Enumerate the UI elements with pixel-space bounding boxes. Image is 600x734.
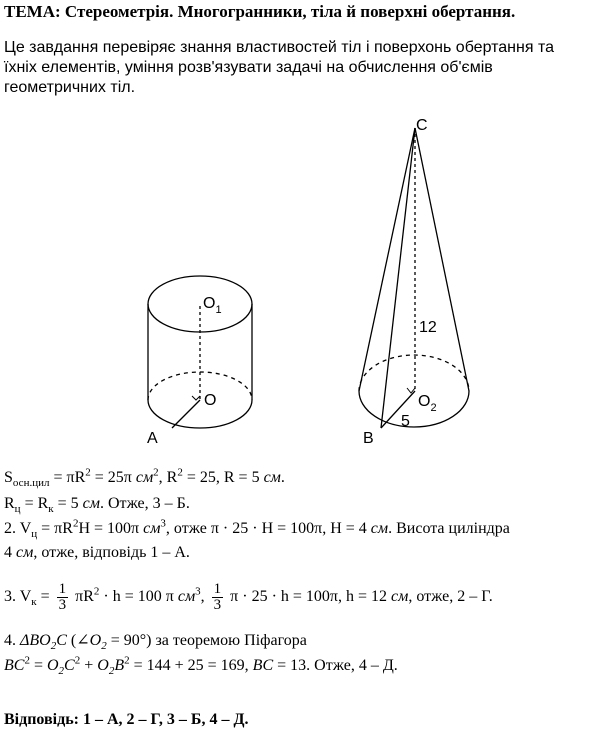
solution-line-2: $R_ц = R_к = 5$ см. Отже, 3 – Б. xyxy=(4,495,190,516)
cylinder-bottom-front xyxy=(148,400,252,428)
cone-radius-label: 5 xyxy=(401,413,410,430)
fraction-one-third-2: $\frac{1}{3}$ xyxy=(213,580,222,613)
cylinder-figure xyxy=(148,276,252,428)
solution-line-6: 4. $\Delta BO_2C$ $(\angle O_2 = 90^\circ)$ за теоремою Піфагора xyxy=(4,632,307,653)
cylinder-top-ellipse xyxy=(148,276,252,332)
cylinder-top-center-label: $O_1$ xyxy=(203,295,222,316)
page-title: ТЕМА: Стереометрія. Многогранники, тіла й поверхні обертання. xyxy=(4,2,516,21)
cone-height-label: 12 xyxy=(419,319,437,336)
solution-line-7: $BC^2 = O_2C^2 + O_2B^2 = 144 + 25 = 169$, BC = 13. Отже, 4 – Д. xyxy=(4,654,398,678)
intro-line-2: їхніх елементів, уміння розв'язувати задачі на обчислення об'ємів xyxy=(4,59,493,76)
solution-line-4: 4 см, отже, відповідь 1 – А. xyxy=(4,544,190,561)
cone-figure xyxy=(359,128,469,428)
intro-line-3: геометричних тіл. xyxy=(4,79,136,96)
cone-base-front xyxy=(359,391,469,427)
fraction-one-third: $\frac{1}{3}$ xyxy=(58,580,67,613)
answer-line: Відповідь: 1 – А, 2 – Г, 3 – Б, 4 – Д. xyxy=(4,711,249,728)
solution-line-1: $S_{осн.цил} = \pi R^2 = 25\pi$ $см^2$, $R^2 = 25$, R = 5 см. xyxy=(4,466,285,490)
geometry-figure xyxy=(0,110,600,460)
cone-slant-bc xyxy=(381,128,415,428)
cone-base-back xyxy=(359,355,469,391)
cone-right-generatrix xyxy=(415,128,469,391)
cylinder-point-label: A xyxy=(147,430,158,447)
cone-left-generatrix xyxy=(359,128,415,391)
cone-apex-label: C xyxy=(416,117,428,134)
intro-line-1: Це завдання перевіряє знання властивостей тіл і поверхонь обертання та xyxy=(4,39,554,56)
cone-point-label: B xyxy=(363,430,374,447)
cylinder-right-angle xyxy=(192,396,200,400)
cylinder-radius xyxy=(172,400,200,428)
cylinder-bottom-center-label: O xyxy=(204,392,217,409)
solution-line-5: 3. $V_к$ = $\frac{1}{3}$ $\pi R^2 \cdot h = 100$ π $см^3$, $\frac{1}{3}$ π · 25 · h = 100π, h = 12 см, отже, 2 – Г. xyxy=(4,580,493,613)
solution-line-3: 2. $V_ц = \pi R^2H = 100\pi$ $см^3$, отже π · 25 · H = 100π, H = 4 см. Висота циліндра xyxy=(4,517,510,541)
cone-center-label: $O_2$ xyxy=(418,393,437,414)
